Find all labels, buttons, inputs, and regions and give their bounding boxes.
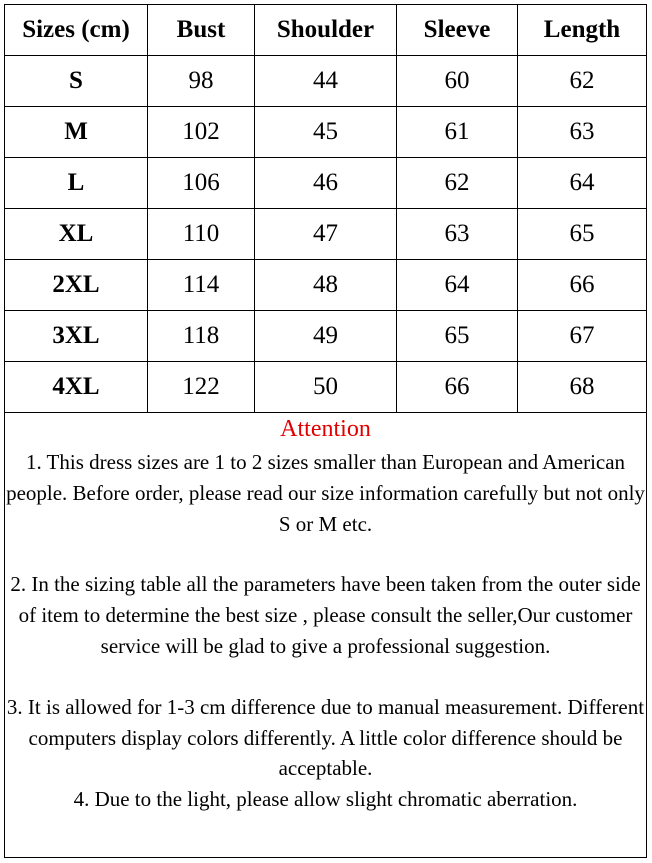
size-label: M: [5, 107, 148, 158]
length-value: 68: [518, 362, 647, 413]
size-label: 2XL: [5, 260, 148, 311]
shoulder-value: 44: [255, 56, 397, 107]
table-row: [5, 107, 647, 158]
table-row: [5, 311, 647, 362]
length-value: 65: [518, 209, 647, 260]
bust-value: 122: [148, 362, 255, 413]
size-label: 3XL: [5, 311, 148, 362]
table-row: [5, 362, 647, 413]
shoulder-value: 48: [255, 260, 397, 311]
size-table: [4, 4, 647, 413]
header-length: Length: [518, 5, 647, 56]
header-sizes: Sizes (cm): [5, 5, 148, 56]
header-shoulder: Shoulder: [255, 5, 397, 56]
length-value: 67: [518, 311, 647, 362]
spacer: [5, 539, 646, 569]
sleeve-value: 60: [397, 56, 518, 107]
note-item: 1. This dress sizes are 1 to 2 sizes smaller than European and American people. Before order, please read our size information carefully but not only S or M etc.: [6, 450, 645, 536]
shoulder-value: 47: [255, 209, 397, 260]
sleeve-value: 63: [397, 209, 518, 260]
bust-value: 110: [148, 209, 255, 260]
sleeve-value: 66: [397, 362, 518, 413]
shoulder-value: 49: [255, 311, 397, 362]
bust-value: 114: [148, 260, 255, 311]
note-item: 3. It is allowed for 1-3 cm difference due to manual measurement. Different computers display colors differently. A little color difference should be acceptable.: [6, 694, 645, 781]
bust-value: 106: [148, 158, 255, 209]
header-sleeve: Sleeve: [397, 5, 518, 56]
header-bust: Bust: [148, 5, 255, 56]
bust-value: 98: [148, 56, 255, 107]
sleeve-value: 64: [397, 260, 518, 311]
note-item: 4. Due to the light, please allow slight chromatic aberration.: [73, 787, 578, 812]
shoulder-value: 50: [255, 362, 397, 413]
length-value: 66: [518, 260, 647, 311]
table-row: [5, 209, 647, 260]
bust-value: 118: [148, 311, 255, 362]
size-label: 4XL: [5, 362, 148, 413]
spacer: [5, 662, 646, 692]
sleeve-value: 61: [397, 107, 518, 158]
note-item: 2. In the sizing table all the parameters have been taken from the outer side of item to determine the best size , please consult the seller,Our customer service will be glad to give a professional suggestion.: [10, 572, 641, 658]
table-row: [5, 260, 647, 311]
size-label: S: [5, 56, 148, 107]
table-row: [5, 158, 647, 209]
shoulder-value: 46: [255, 158, 397, 209]
bust-value: 102: [148, 107, 255, 158]
attention-notes: [5, 415, 646, 815]
attention-title: Attention: [280, 416, 371, 442]
table-header-row: [5, 5, 647, 56]
length-value: 64: [518, 158, 647, 209]
size-chart: [4, 4, 647, 858]
sleeve-value: 65: [397, 311, 518, 362]
size-label: L: [5, 158, 148, 209]
sleeve-value: 62: [397, 158, 518, 209]
size-label: XL: [5, 209, 148, 260]
length-value: 63: [518, 107, 647, 158]
table-row: [5, 56, 647, 107]
shoulder-value: 45: [255, 107, 397, 158]
length-value: 62: [518, 56, 647, 107]
